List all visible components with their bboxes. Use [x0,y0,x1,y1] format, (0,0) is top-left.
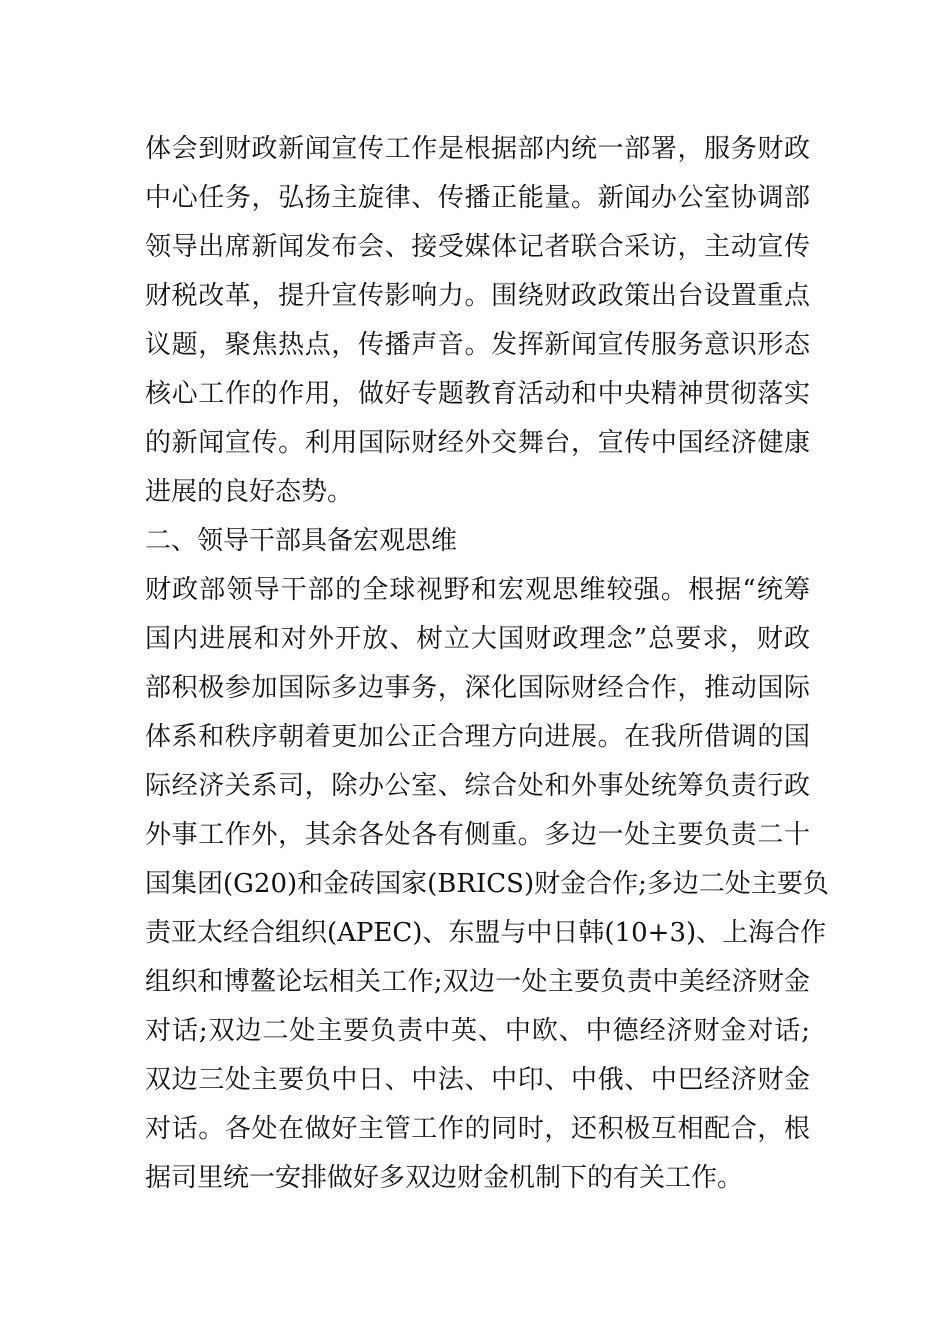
paragraph-line: 的新闻宣传。利用国际财经外交舞台，宣传中国经济健康 [145,428,810,458]
paragraph-line: 对话;双边二处主要负责中英、中欧、中德经济财金对话; [145,1016,810,1046]
paragraph-line: 领导出席新闻发布会、接受媒体记者联合采访，主动宣传 [145,232,810,262]
paragraph-line: 对话。各处在做好主管工作的同时，还积极互相配合，根 [145,1114,810,1144]
paragraph-line: 国内进展和对外开放、树立大国财政理念”总要求，财政 [145,624,810,654]
paragraph-line: 财政部领导干部的全球视野和宏观思维较强。根据“统筹 [145,575,810,605]
paragraph-line: 据司里统一安排做好多双边财金机制下的有关工作。 [145,1163,744,1193]
paragraph-line: 议题，聚焦热点，传播声音。发挥新闻宣传服务意识形态 [145,330,810,360]
paragraph-line: 部积极参加国际多边事务，深化国际财经合作，推动国际 [145,673,810,703]
paragraph-line: 际经济关系司，除办公室、综合处和外事处统筹负责行政 [145,771,810,801]
document-body [145,125,829,1203]
paragraph-line: 双边三处主要负中日、中法、中印、中俄、中巴经济财金 [145,1065,810,1095]
paragraph-line: 体会到财政新闻宣传工作是根据部内统一部署，服务财政 [145,134,810,164]
paragraph-line: 组织和博鳌论坛相关工作;双边一处主要负责中美经济财金 [145,967,810,997]
paragraph-line: 责亚太经合组织(APEC)、东盟与中日韩(10+3)、上海合作 [145,918,827,948]
paragraph-line: 中心任务，弘扬主旋律、传播正能量。新闻办公室协调部 [145,183,810,213]
section-heading: 二、领导干部具备宏观思维 [145,526,458,556]
paragraph-line: 体系和秩序朝着更加公正合理方向进展。在我所借调的国 [145,722,810,752]
paragraph-line: 财税改革，提升宣传影响力。围绕财政政策出台设置重点 [145,281,810,311]
paragraph-line: 国集团(G20)和金砖国家(BRICS)财金合作;多边二处主要负 [145,869,829,899]
paragraph-line: 核心工作的作用，做好专题教育活动和中央精神贯彻落实 [145,379,810,409]
paragraph-line: 进展的良好态势。 [145,477,354,507]
paragraph-line: 外事工作外，其余各处各有侧重。多边一处主要负责二十 [145,820,810,850]
